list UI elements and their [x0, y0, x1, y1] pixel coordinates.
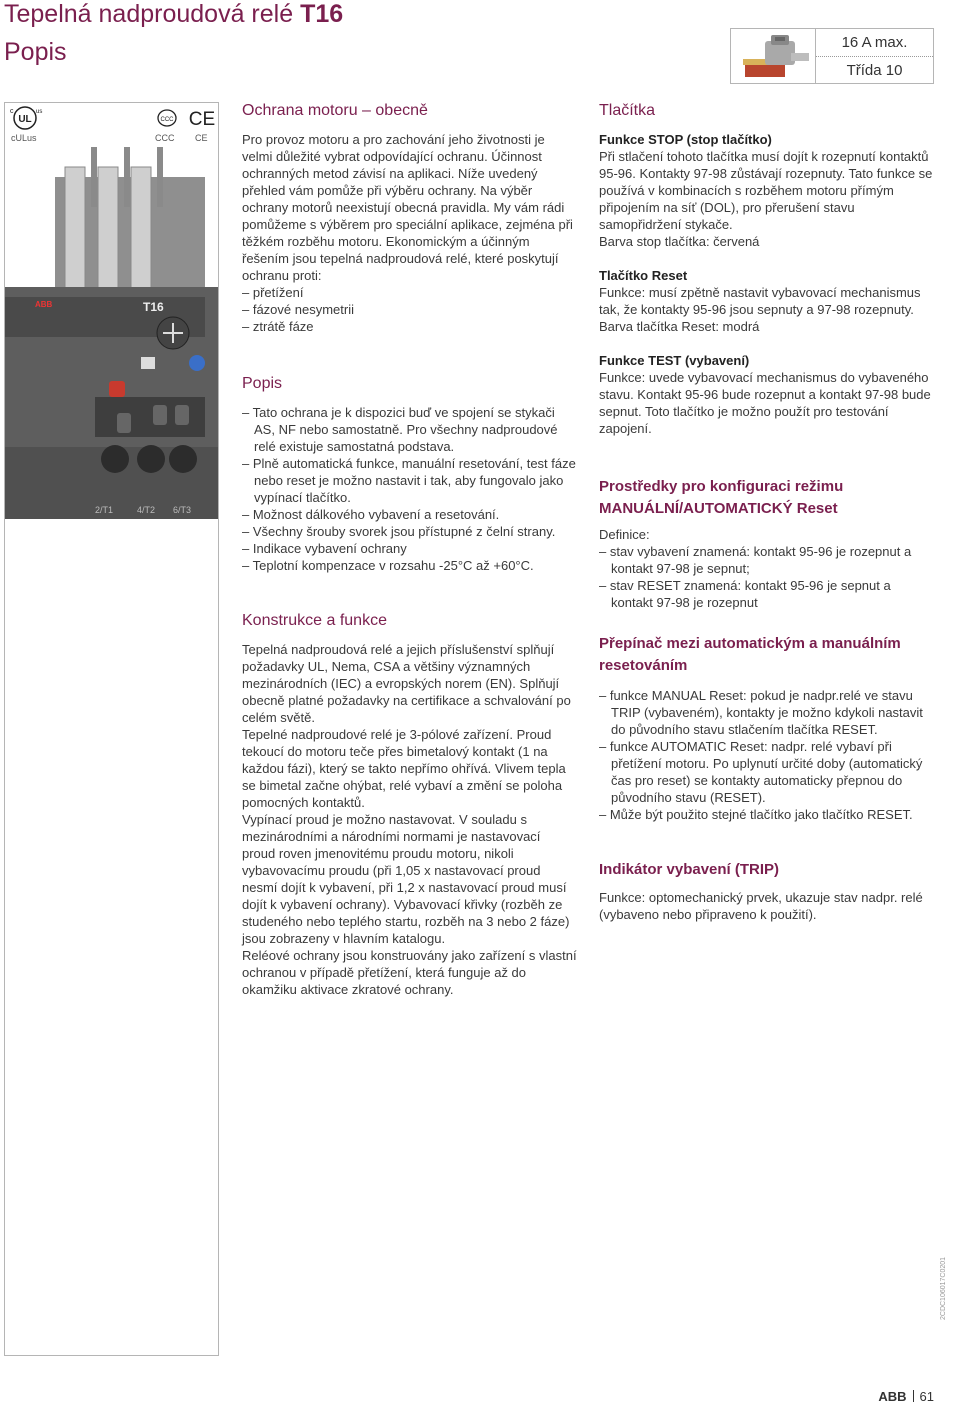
- list-item: – fázové nesymetrii: [242, 301, 577, 318]
- list-item: – Plně automatická funkce, manuální resetování, test fáze nebo reset je možno nastavit i tak, aby fungovalo jako vypínací tlačítko.: [242, 455, 577, 506]
- list-item: – funkce MANUAL Reset: pokud je nadpr.relé ve stavu TRIP (vybaveném), kontakty je možno kdykoli nastavit do původního stavu stlačením tlačítka RESET.: [599, 687, 934, 738]
- buttons-section: [599, 101, 934, 437]
- list-item: – funkce AUTOMATIC Reset: nadpr. relé vybaví při přetížení motoru. Po uplynutí určité doby (automatický čas pro reset) se kontakty automaticky přepnou do původního stavu (RESET).: [599, 738, 934, 806]
- switch-section: [599, 633, 934, 823]
- description-heading: Popis: [242, 375, 283, 392]
- switch-list: [599, 687, 934, 823]
- terminal-label: 6/T3: [173, 505, 192, 515]
- motor-protection-section: [242, 101, 577, 335]
- list-item: – Teplotní kompenzace v rozsahu -25°C až +60°C.: [242, 557, 577, 574]
- stop-text: Při stlačení tohoto tlačítka musí dojít k rozepnutí kontaktů 95-96. Kontakty 97-98 zůstávají rozepnuty. Tato funkce se používá v kombinacích s rozběhem motoru přímým připojením na síť (DOL), pro přerušení stavu samopřidržení stykače.: [599, 149, 933, 232]
- list-item: – Možnost dálkového vybavení a resetování.: [242, 506, 577, 523]
- stop-title: Funkce STOP (stop tlačítko): [599, 132, 772, 147]
- list-item: – přetížení: [242, 284, 577, 301]
- list-item: – stav RESET znamená: kontakt 95-96 je sepnut a kontakt 97-98 je rozepnut: [599, 577, 934, 611]
- motor-protection-heading: Ochrana motoru – obecně: [242, 102, 428, 119]
- culus-logo-text: UL: [18, 114, 32, 125]
- construction-paragraph: Reléové ochrany jsou konstruovány jako zařízení s vlastní ochranou v případě přetížení, která funguje až do okamžiku aktivace zkratové ochrany.: [242, 948, 577, 997]
- page-footer: [878, 1389, 934, 1404]
- construction-paragraph: Tepelná nadproudová relé a jejich příslušenství splňují požadavky UL, Nema, CSA a většiny významných mezinárodních (IEC) a evropských norem (EN). Splňují obecně platné požadavky na certifikace a schvalování po celém světě.: [242, 642, 571, 725]
- list-item: – Může být použito stejné tlačítko jako tlačítko RESET.: [599, 806, 934, 823]
- svg-text:c: c: [10, 108, 14, 115]
- protection-list: [242, 284, 577, 335]
- relay-thumbnail: [735, 33, 813, 79]
- list-item: – Tato ochrana je k dispozici buď ve spojení se stykači AS, NF nebo samostatně. Pro všechny nadproudové relé existuje samostatná podstava.: [242, 404, 577, 455]
- construction-paragraph: Tepelné nadproudové relé je 3-pólové zařízení. Proud tekoucí do motoru teče přes bimetalový kontakt (1 na každou fázi), který se takto nepřímo ohřívá. Vlivem tepla se bimetal začne ohýbat, relé vybaví a změní se poloha pomocných kontaktů.: [242, 727, 566, 810]
- terminal-label: 2/T1: [95, 505, 114, 515]
- photo-brand: ABB: [35, 300, 53, 309]
- page-number: 61: [919, 1389, 934, 1404]
- photo-model: T16: [143, 300, 164, 314]
- ccc-label: CCC: [155, 133, 175, 143]
- list-item: – ztrátě fáze: [242, 318, 577, 335]
- list-item: – Indikace vybavení ochrany: [242, 540, 577, 557]
- svg-text:us: us: [36, 109, 43, 115]
- description-section: [242, 374, 577, 574]
- buttons-heading: Tlačítka: [599, 102, 656, 119]
- page-title: Tepelná nadproudová relé T16: [4, 0, 344, 28]
- motor-protection-text: Pro provoz motoru a pro zachování jeho životnosti je velmi důležité vybrat odpovídající ochranu. Účinnost ochranných metod závisí na aplikaci. Níže uvedený přehled vám pomůže při výběru ochrany. Na výběr ochrany motorů neexistují obecná pravidla. My vám rádi pomůžeme s výběrem pro speciální aplikace, zejména při těžkém rozběhu motoru. Ekonomickým a účinným řešením jsou tepelná nadproudová relé, které poskytují ochranu proti:: [242, 132, 573, 283]
- test-title: Funkce TEST (vybavení): [599, 353, 750, 368]
- construction-section: [242, 611, 577, 998]
- terminal-label: 4/T2: [137, 505, 156, 515]
- ce-label: CE: [195, 133, 208, 143]
- config-intro: Definice:: [599, 527, 650, 542]
- config-heading-line1: Prostředky pro konfiguraci režimu: [599, 478, 844, 495]
- switch-heading: Přepínač mezi automatickým a manuálním resetováním: [599, 635, 901, 674]
- culus-label: cULus: [11, 133, 37, 143]
- list-item: – stav vybavení znamená: kontakt 95-96 je rozepnut a kontakt 97-98 je sepnut;: [599, 543, 934, 577]
- ce-logo-text: CE: [188, 109, 216, 130]
- construction-paragraph: Vypínací proud je možno nastavovat. V souladu s mezinárodními a národními normami je nastavovací proud roven jmenovitému proudu motoru, nikoli vybavovacímu proudu (při 1,05 x nastavovací proud nesmí dojít k vybavení, při 1,2 x nastavovací proud musí dojít k vybavení ochrany). Vybavovací křivky (rozběh ze studeného nebo teplého startu, rozběh na 3 nebo 2 fáze) jsou zobrazeny v hlavním katalogu.: [242, 812, 570, 946]
- stop-color: Barva stop tlačítka: červená: [599, 234, 760, 249]
- reset-title: Tlačítko Reset: [599, 268, 688, 283]
- construction-heading: Konstrukce a funkce: [242, 612, 387, 629]
- config-heading-line2: MANUÁLNÍ/AUTOMATICKÝ Reset: [599, 500, 838, 517]
- cert-logos-icon: [5, 103, 218, 135]
- spec-current: 16 A max.: [841, 34, 908, 51]
- reset-color: Barva tlačítka Reset: modrá: [599, 319, 760, 334]
- list-item: – Všechny šrouby svorek jsou přístupné z čelní strany.: [242, 523, 577, 540]
- test-text: Funkce: uvede vybavovací mechanismus do vybaveného stavu. Kontakt 95-96 bude rozepnut a kontakt 97-98 bude sepnut. Toto tlačítko je možno použít pro testování zapojení.: [599, 370, 931, 436]
- reset-text: Funkce: musí zpětně nastavit vybavovací mechanismus tak, že kontakty 95-96 jsou sepnuty a 97-98 rozepnuty.: [599, 285, 921, 317]
- indicator-text: Funkce: optomechanický prvek, ukazuje stav nadpr. relé (vybaveno nebo připraveno k použití).: [599, 890, 923, 922]
- config-list: [599, 543, 934, 611]
- config-section: [599, 476, 934, 611]
- footer-brand: ABB: [878, 1389, 907, 1404]
- product-panel: [4, 102, 219, 1356]
- description-list: [242, 404, 577, 574]
- relay-photo: [5, 147, 218, 519]
- indicator-heading: Indikátor vybavení (TRIP): [599, 861, 780, 878]
- spec-box: [730, 28, 934, 84]
- page-subtitle: Popis: [4, 38, 67, 66]
- ccc-logo-text: CCC: [160, 117, 174, 123]
- spec-class: Třída 10: [816, 56, 933, 84]
- document-code: 2CDC106017C0201: [940, 1256, 947, 1320]
- indicator-section: [599, 859, 934, 923]
